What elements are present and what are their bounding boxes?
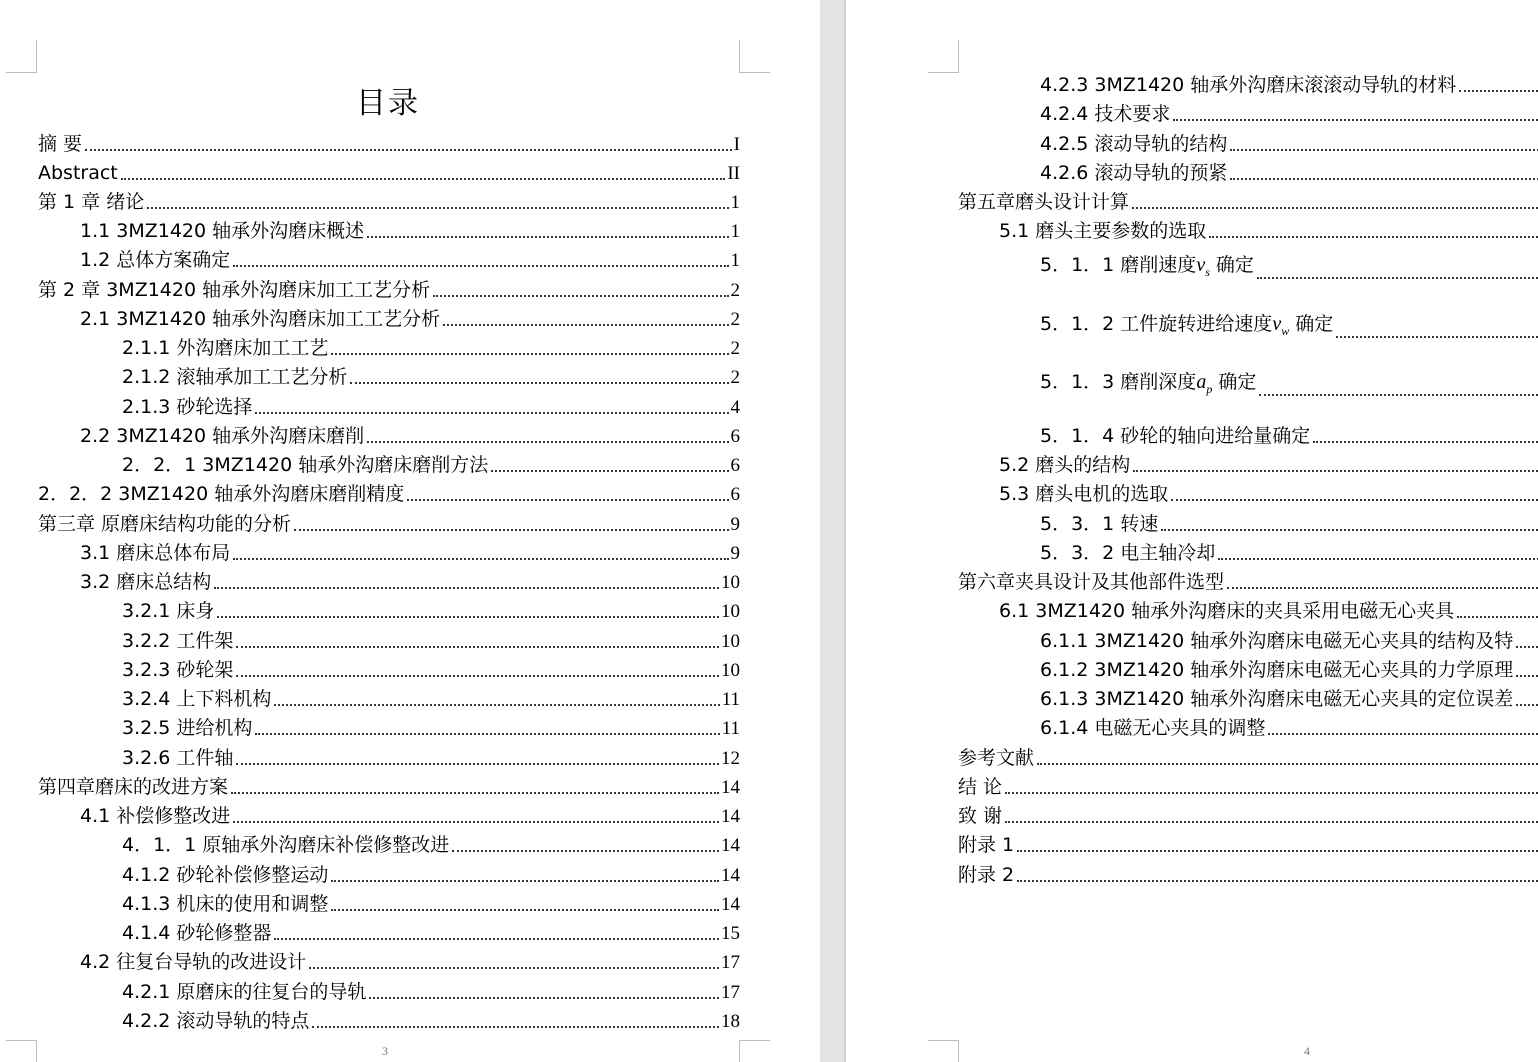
toc-entry-page: 6 (730, 484, 740, 505)
toc-entry-page: I (733, 134, 740, 155)
toc-entry[interactable] (122, 393, 740, 422)
toc-entry-page: 11 (721, 689, 740, 710)
toc-entry-label (958, 568, 1227, 597)
toc-entry-text: 5．3．1 转速 (1040, 513, 1159, 535)
toc-entry-text: 5.2 磨头的结构 (999, 454, 1131, 476)
toc-entry-text: 附录 2 (958, 864, 1015, 886)
toc-entry-text: 2.1.1 外沟磨床加工工艺 (122, 337, 329, 359)
toc-entry[interactable] (122, 363, 740, 392)
toc-entry-text: 2．2．2 3MZ1420 轴承外沟磨床磨削精度 (38, 483, 405, 505)
toc-entry-page: 15 (721, 923, 740, 944)
toc-entry-text: 1.1 3MZ1420 轴承外沟磨床概述 (80, 220, 365, 242)
toc-entry-page: 6 (730, 426, 740, 447)
toc-entry-text: 附录 1 (958, 834, 1015, 856)
math-subscript: w (1281, 324, 1290, 338)
toc-entry-label (80, 568, 214, 597)
toc-entry-label (999, 451, 1133, 480)
dot-leader (350, 382, 728, 384)
toc-title: 目录 (356, 86, 420, 121)
toc-entry[interactable] (122, 890, 740, 919)
toc-entry-text: 5.1 磨头主要参数的选取 (999, 220, 1207, 242)
toc-entry-text: 3.2 磨床总结构 (80, 571, 212, 593)
math-subscript: p (1206, 382, 1213, 396)
toc-entry-text: 3.2.6 工件轴 (122, 747, 234, 769)
toc-entry-text: 3.2.1 床身 (122, 600, 215, 622)
toc-entry[interactable] (80, 305, 740, 334)
toc-entry[interactable] (1040, 510, 1538, 539)
crop-mark-top-right (739, 40, 770, 73)
toc-entry-label (80, 246, 233, 275)
toc-entry-label (80, 948, 309, 977)
toc-entry-label (122, 393, 255, 422)
toc-entry-text: 6.1.2 3MZ1420 轴承外沟磨床电磁无心夹具的力学原理 (1040, 659, 1514, 681)
dot-leader (255, 733, 719, 735)
dot-leader (147, 207, 728, 209)
dot-leader (1133, 470, 1538, 472)
toc-entry-text: 5．3．2 电主轴冷却 (1040, 542, 1216, 564)
toc-entry-page: 9 (730, 543, 740, 564)
toc-entry-text: 1.2 总体方案确定 (80, 249, 231, 271)
dot-leader (255, 412, 728, 414)
toc-entry-text: 3.2.5 进给机构 (122, 717, 253, 739)
dot-leader (1017, 850, 1538, 852)
toc-entry-label (999, 217, 1209, 246)
dot-leader (1227, 587, 1538, 589)
toc-entry-text: 6.1.1 3MZ1420 轴承外沟磨床电磁无心夹具的结构及特 (1040, 630, 1514, 652)
toc-entry-page: 14 (721, 777, 740, 798)
toc-entry-page: II (727, 163, 740, 184)
toc-entry-label (80, 539, 233, 568)
toc-entry-page: 6 (730, 455, 740, 476)
toc-entry-label (122, 656, 236, 685)
dot-leader (331, 880, 719, 882)
dot-leader (231, 792, 719, 794)
toc-entry-label (1040, 251, 1257, 287)
toc-entry-text: 第三章 原磨床结构功能的分析 (38, 513, 292, 535)
dot-leader (1161, 529, 1538, 531)
toc-entry-text: 4.1.4 砂轮修整器 (122, 922, 272, 944)
toc-entry-label (122, 919, 274, 948)
dot-leader (1457, 616, 1538, 618)
toc-entry[interactable] (999, 597, 1538, 626)
toc-entry-label (1040, 510, 1161, 539)
dot-leader (274, 704, 719, 706)
dot-leader (367, 441, 728, 443)
dot-leader (1259, 394, 1538, 396)
toc-entry[interactable] (1040, 422, 1538, 451)
dot-leader (233, 821, 719, 823)
toc-entry[interactable] (122, 627, 740, 656)
dot-leader (1209, 236, 1538, 238)
math-symbol: $v_s$ (1196, 254, 1210, 279)
toc-entry[interactable] (999, 217, 1538, 246)
dot-leader (236, 646, 719, 648)
toc-entry-label (1040, 422, 1313, 451)
dot-leader (433, 295, 728, 297)
toc-entry-text: 第 1 章 绪论 (38, 191, 145, 213)
toc-entry-label (1040, 685, 1516, 714)
toc-entry-text: 5．1．3 磨削深度 (1040, 371, 1197, 393)
dot-leader (443, 324, 728, 326)
toc-entry-page: 14 (721, 894, 740, 915)
toc-entry[interactable] (999, 480, 1538, 509)
toc-entry[interactable] (958, 802, 1538, 831)
toc-entry-label (38, 188, 147, 217)
dot-leader (309, 967, 719, 969)
dot-leader (407, 499, 728, 501)
toc-entry-text: 4.2.3 3MZ1420 轴承外沟磨床滚滚动导轨的材料 (1040, 74, 1457, 96)
toc-entry-label (1040, 159, 1230, 188)
toc-entry-text: 2.1.2 滚轴承加工工艺分析 (122, 366, 348, 388)
dot-leader (369, 997, 719, 999)
dot-leader (1218, 558, 1538, 560)
dot-leader (121, 178, 726, 180)
dot-leader (217, 616, 719, 618)
dot-leader (214, 587, 719, 589)
toc-entry-text: 6.1.3 3MZ1420 轴承外沟磨床电磁无心夹具的定位误差 (1040, 688, 1514, 710)
toc-entry[interactable] (1040, 714, 1538, 743)
dot-leader (274, 938, 719, 940)
toc-entry-text: 第五章磨头设计计算 (958, 191, 1130, 213)
toc-entry-label (122, 451, 491, 480)
toc-entry-page: 2 (730, 280, 740, 301)
toc-entry-label (122, 861, 331, 890)
toc-entry[interactable] (122, 685, 740, 714)
dot-leader (312, 1026, 719, 1028)
toc-entry-page: 10 (721, 660, 740, 681)
toc-entry-label (122, 627, 236, 656)
dot-leader (233, 558, 728, 560)
toc-entry-page: 10 (721, 572, 740, 593)
toc-entry[interactable] (80, 568, 740, 597)
dot-leader (85, 149, 732, 151)
toc-entry-page: 14 (721, 806, 740, 827)
toc-entry[interactable] (1040, 656, 1538, 685)
dot-leader (491, 470, 728, 472)
toc-entry-page: 10 (721, 631, 740, 652)
toc-entry-text: 4.2 往复台导轨的改进设计 (80, 951, 307, 973)
document-page-right (846, 0, 1538, 1062)
toc-entry-text: 第四章磨床的改进方案 (38, 776, 229, 798)
crop-mark-top-left (6, 40, 37, 73)
toc-entry[interactable] (80, 948, 740, 977)
toc-entry-text: 4.2.5 滚动导轨的结构 (1040, 133, 1228, 155)
toc-entry-text: 参考文献 (958, 747, 1035, 769)
toc-entry[interactable] (1040, 313, 1538, 346)
toc-entry-text: 5.3 磨头电机的选取 (999, 483, 1169, 505)
toc-entry[interactable] (122, 919, 740, 948)
dot-leader (1516, 646, 1538, 648)
dot-leader (236, 675, 719, 677)
toc-entry-page: 1 (730, 221, 740, 242)
dot-leader (1257, 277, 1538, 279)
toc-entry[interactable] (1040, 627, 1538, 656)
crop-mark-bottom-left (6, 1040, 37, 1062)
toc-entry[interactable] (122, 656, 740, 685)
toc-entry[interactable] (958, 861, 1538, 890)
toc-entry-text: 4.1.2 砂轮补偿修整运动 (122, 864, 329, 886)
toc-entry[interactable] (80, 539, 740, 568)
toc-entry-page: 2 (730, 309, 740, 330)
toc-entry-text: 5．1．4 砂轮的轴向进给量确定 (1040, 425, 1311, 447)
toc-entry-label (38, 480, 407, 509)
toc-entry[interactable] (1040, 159, 1538, 188)
toc-entry-label (1040, 539, 1218, 568)
dot-leader (1171, 499, 1538, 501)
toc-entry-label (122, 1007, 312, 1036)
toc-entry[interactable] (38, 773, 740, 802)
toc-entry-text: 2.2 3MZ1420 轴承外沟磨床磨削 (80, 425, 365, 447)
toc-entry[interactable] (122, 451, 740, 480)
toc-entry-text: 6.1.4 电磁无心夹具的调整 (1040, 717, 1266, 739)
toc-entry-label (1040, 130, 1230, 159)
dot-leader (1173, 119, 1538, 121)
toc-entry-label (1040, 71, 1459, 100)
toc-entry[interactable] (1040, 71, 1538, 100)
toc-entry[interactable] (1040, 685, 1538, 714)
toc-entry-page: 12 (721, 748, 740, 769)
toc-entry[interactable] (958, 188, 1538, 217)
toc-entry-page: 1 (730, 192, 740, 213)
toc-entry-text: 2.1.3 砂轮选择 (122, 396, 253, 418)
dot-leader (1459, 90, 1538, 92)
toc-entry-text: 4.2.6 滚动导轨的预紧 (1040, 162, 1228, 184)
toc-entry[interactable] (122, 597, 740, 626)
toc-entry-page: 2 (730, 367, 740, 388)
toc-entry[interactable] (80, 246, 740, 275)
toc-entry-page: 17 (721, 982, 740, 1003)
toc-entry-label (38, 159, 121, 188)
dot-leader (1268, 733, 1538, 735)
toc-entry-suffix: 确定 (1289, 313, 1334, 335)
page-number: 3 (382, 1044, 388, 1058)
toc-entry-label (1040, 310, 1336, 346)
toc-entry-page: 14 (721, 835, 740, 856)
dot-leader (1230, 149, 1538, 151)
toc-entry-page: 2 (730, 338, 740, 359)
toc-entry-text: Abstract (38, 162, 118, 184)
toc-entry[interactable] (38, 159, 740, 188)
page-number: 4 (1304, 1044, 1310, 1058)
toc-entry-text: 4.1.3 机床的使用和调整 (122, 893, 329, 915)
toc-entry-label (1040, 627, 1516, 656)
toc-entry[interactable] (38, 130, 740, 159)
toc-entry-label (958, 188, 1132, 217)
toc-entry-label (958, 802, 1005, 831)
toc-entry-text: 3.2.2 工件架 (122, 630, 234, 652)
toc-entry-text: 结 论 (958, 776, 1003, 798)
toc-entry-label (122, 744, 236, 773)
dot-leader (1037, 763, 1538, 765)
toc-entry-label (122, 597, 217, 626)
toc-entry-text: 4.2.4 技术要求 (1040, 103, 1171, 125)
dot-leader (1132, 207, 1538, 209)
toc-entry-label (122, 714, 255, 743)
toc-entry[interactable] (80, 217, 740, 246)
toc-entry-label (999, 597, 1457, 626)
toc-entry-page: 10 (721, 601, 740, 622)
toc-entry-label (958, 831, 1017, 860)
toc-entry-label (122, 890, 331, 919)
toc-entry-label (80, 802, 233, 831)
toc-entry-suffix: 确定 (1209, 254, 1254, 276)
toc-entry-label (999, 480, 1171, 509)
toc-entry[interactable] (1040, 100, 1538, 129)
toc-entry-text: 4.1 补偿修整改进 (80, 805, 231, 827)
toc-entry[interactable] (958, 831, 1538, 860)
toc-entry-page: 17 (721, 952, 740, 973)
toc-entry-text: 4.2.1 原磨床的往复台的导轨 (122, 981, 367, 1003)
toc-entry[interactable] (38, 188, 740, 217)
toc-entry[interactable] (38, 510, 740, 539)
toc-entry-text: 6.1 3MZ1420 轴承外沟磨床的夹具采用电磁无心夹具 (999, 600, 1455, 622)
toc-entry-label (958, 744, 1037, 773)
toc-entry[interactable] (122, 861, 740, 890)
toc-entry-label (80, 305, 443, 334)
toc-entry-text: 2.1 3MZ1420 轴承外沟磨床加工工艺分析 (80, 308, 441, 330)
toc-entry-label (38, 130, 85, 159)
toc-entry-page: 4 (730, 397, 740, 418)
dot-leader (236, 763, 719, 765)
toc-entry[interactable] (1040, 539, 1538, 568)
dot-leader (1516, 675, 1538, 677)
toc-entry-page: 9 (730, 514, 740, 535)
toc-entry-text: 第 2 章 3MZ1420 轴承外沟磨床加工工艺分析 (38, 279, 431, 301)
dot-leader (367, 236, 728, 238)
toc-entry-label (1040, 656, 1516, 685)
toc-entry-text: 4．1．1 原轴承外沟磨床补偿修整改进 (122, 834, 450, 856)
crop-mark-bottom-left (928, 1040, 959, 1062)
dot-leader (1005, 821, 1538, 823)
toc-entry-page: 11 (721, 718, 740, 739)
dot-leader (294, 529, 728, 531)
toc-entry[interactable] (1040, 254, 1538, 287)
dot-leader (233, 265, 728, 267)
toc-entry-text: 第六章夹具设计及其他部件选型 (958, 571, 1225, 593)
toc-entry[interactable] (958, 744, 1538, 773)
toc-entry-text: 3.2.3 砂轮架 (122, 659, 234, 681)
toc-entry-text: 2．2．1 3MZ1420 轴承外沟磨床磨削方法 (122, 454, 489, 476)
toc-entry-label (122, 363, 350, 392)
toc-entry-label (38, 510, 294, 539)
toc-entry-label (958, 773, 1005, 802)
toc-entry-text: 3.2.4 上下料机构 (122, 688, 272, 710)
toc-entry[interactable] (80, 802, 740, 831)
toc-entry[interactable] (122, 978, 740, 1007)
dot-leader (1017, 880, 1538, 882)
toc-entry-label (38, 276, 433, 305)
dot-leader (331, 353, 728, 355)
toc-entry[interactable] (122, 1007, 740, 1036)
dot-leader (1516, 704, 1538, 706)
toc-entry-text: 4.2.2 滚动导轨的特点 (122, 1010, 310, 1032)
toc-entry-text: 致 谢 (958, 805, 1003, 827)
toc-entry[interactable] (1040, 371, 1538, 404)
toc-entry[interactable] (80, 422, 740, 451)
toc-entry-label (958, 861, 1017, 890)
toc-entry[interactable] (38, 480, 740, 509)
math-symbol: $a_p$ (1196, 371, 1213, 396)
toc-entry[interactable] (122, 334, 740, 363)
toc-entry-page: 18 (721, 1011, 740, 1032)
toc-entry-suffix: 确定 (1212, 371, 1257, 393)
toc-entry[interactable] (38, 276, 740, 305)
dot-leader (331, 909, 719, 911)
toc-entry[interactable] (122, 831, 740, 860)
toc-entry-label (122, 334, 331, 363)
toc-entry[interactable] (958, 773, 1538, 802)
dot-leader (1005, 792, 1538, 794)
crop-mark-bottom-right (739, 1040, 770, 1062)
dot-leader (1230, 178, 1538, 180)
math-symbol: $v_w$ (1272, 313, 1290, 338)
toc-entry-label (122, 978, 369, 1007)
toc-entry-text: 5．1．1 磨削速度 (1040, 254, 1197, 276)
toc-entry[interactable] (958, 568, 1538, 597)
toc-entry[interactable] (1040, 130, 1538, 159)
page-gap (820, 0, 846, 1062)
toc-entry-text: 摘 要 (38, 133, 83, 155)
toc-entry-label (38, 773, 231, 802)
toc-entry-page: 14 (721, 865, 740, 886)
toc-entry[interactable] (999, 451, 1538, 480)
toc-entry-label (1040, 100, 1173, 129)
toc-entry-label (1040, 714, 1268, 743)
dot-leader (1313, 441, 1538, 443)
toc-entry-label (80, 422, 367, 451)
toc-entry-text: 3.1 磨床总体布局 (80, 542, 231, 564)
toc-entry-text: 5．1．2 工件旋转进给速度 (1040, 313, 1273, 335)
toc-entry[interactable] (122, 744, 740, 773)
crop-mark-top-left (928, 40, 959, 73)
math-subscript: s (1205, 265, 1210, 279)
toc-entry-label (122, 831, 452, 860)
toc-entry-label (80, 217, 367, 246)
toc-entry[interactable] (122, 714, 740, 743)
toc-entry-page: 1 (730, 250, 740, 271)
toc-entry-label (1040, 368, 1259, 404)
toc-entry-label (122, 685, 274, 714)
dot-leader (1336, 336, 1538, 338)
dot-leader (452, 850, 719, 852)
